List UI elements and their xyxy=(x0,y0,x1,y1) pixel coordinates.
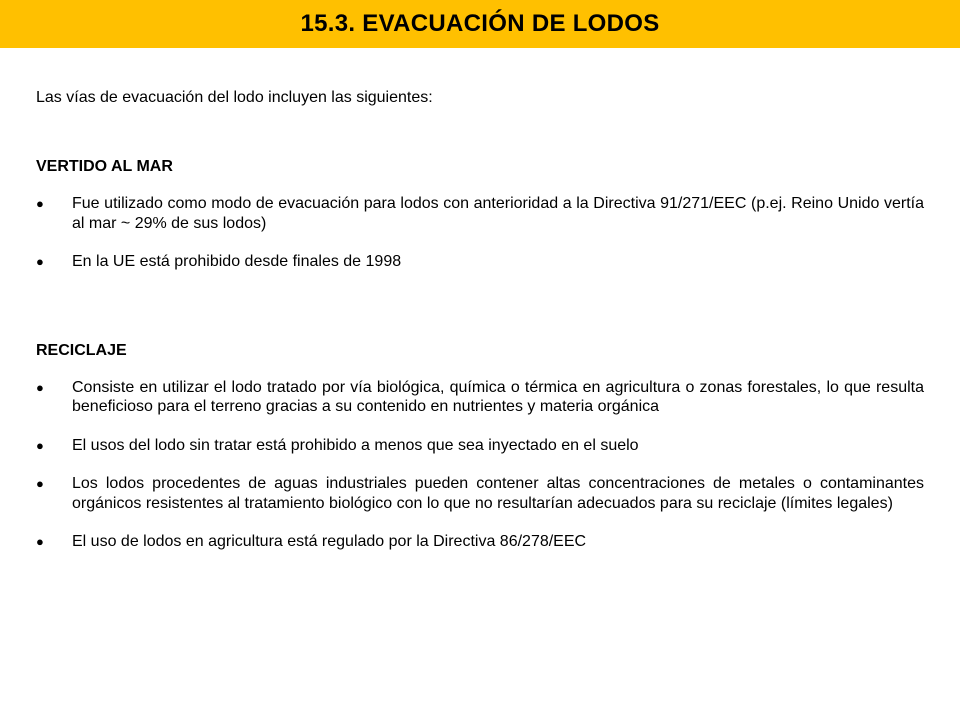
bullet-icon: ● xyxy=(36,379,44,395)
list-item xyxy=(36,194,924,233)
bullet-icon: ● xyxy=(36,196,44,211)
bullet-text: El uso de lodos en agricultura está regulado por la Directiva 86/278/EEC xyxy=(72,533,587,550)
intro-text: Las vías de evacuación del lodo incluyen las siguientes: xyxy=(36,89,433,106)
title-bar xyxy=(0,0,960,48)
bullet-text: El usos del lodo sin tratar está prohibido a menos que sea inyectado en el suelo xyxy=(72,436,639,454)
list-item xyxy=(36,474,924,513)
page-title: 15.3. EVACUACIÓN DE LODOS xyxy=(300,10,660,37)
list-item xyxy=(36,532,924,552)
list-item xyxy=(36,252,924,272)
bullet-icon: ● xyxy=(36,254,44,269)
slide-content xyxy=(36,88,924,552)
bullet-text: Los lodos procedentes de aguas industriales pueden contener altas concentraciones de metales o contaminantes orgánicos resistentes al tratamiento biológico con lo que no resultarían adecuados para su reciclaje (límites legales) xyxy=(72,475,924,512)
bullet-text: En la UE está prohibido desde finales de 1998 xyxy=(72,253,402,270)
section-title-vertido: VERTIDO AL MAR xyxy=(36,158,173,175)
section-title-reciclaje: RECICLAJE xyxy=(36,341,127,359)
bullet-icon: ● xyxy=(36,437,44,453)
list-item xyxy=(36,378,924,417)
bullet-icon: ● xyxy=(36,534,44,549)
bullet-icon: ● xyxy=(36,476,44,491)
bullet-text: Fue utilizado como modo de evacuación para lodos con anterioridad a la Directiva 91/271/EEC (p.ej. Reino Unido vertía al mar ~ 29% de sus lodos) xyxy=(72,195,924,232)
bullet-text: Consiste en utilizar el lodo tratado por vía biológica, química o térmica en agricultura o zonas forestales, lo que resulta beneficioso para el terreno gracias a su contenido en nutrientes y materia orgánica xyxy=(72,378,924,415)
list-item xyxy=(36,436,924,456)
